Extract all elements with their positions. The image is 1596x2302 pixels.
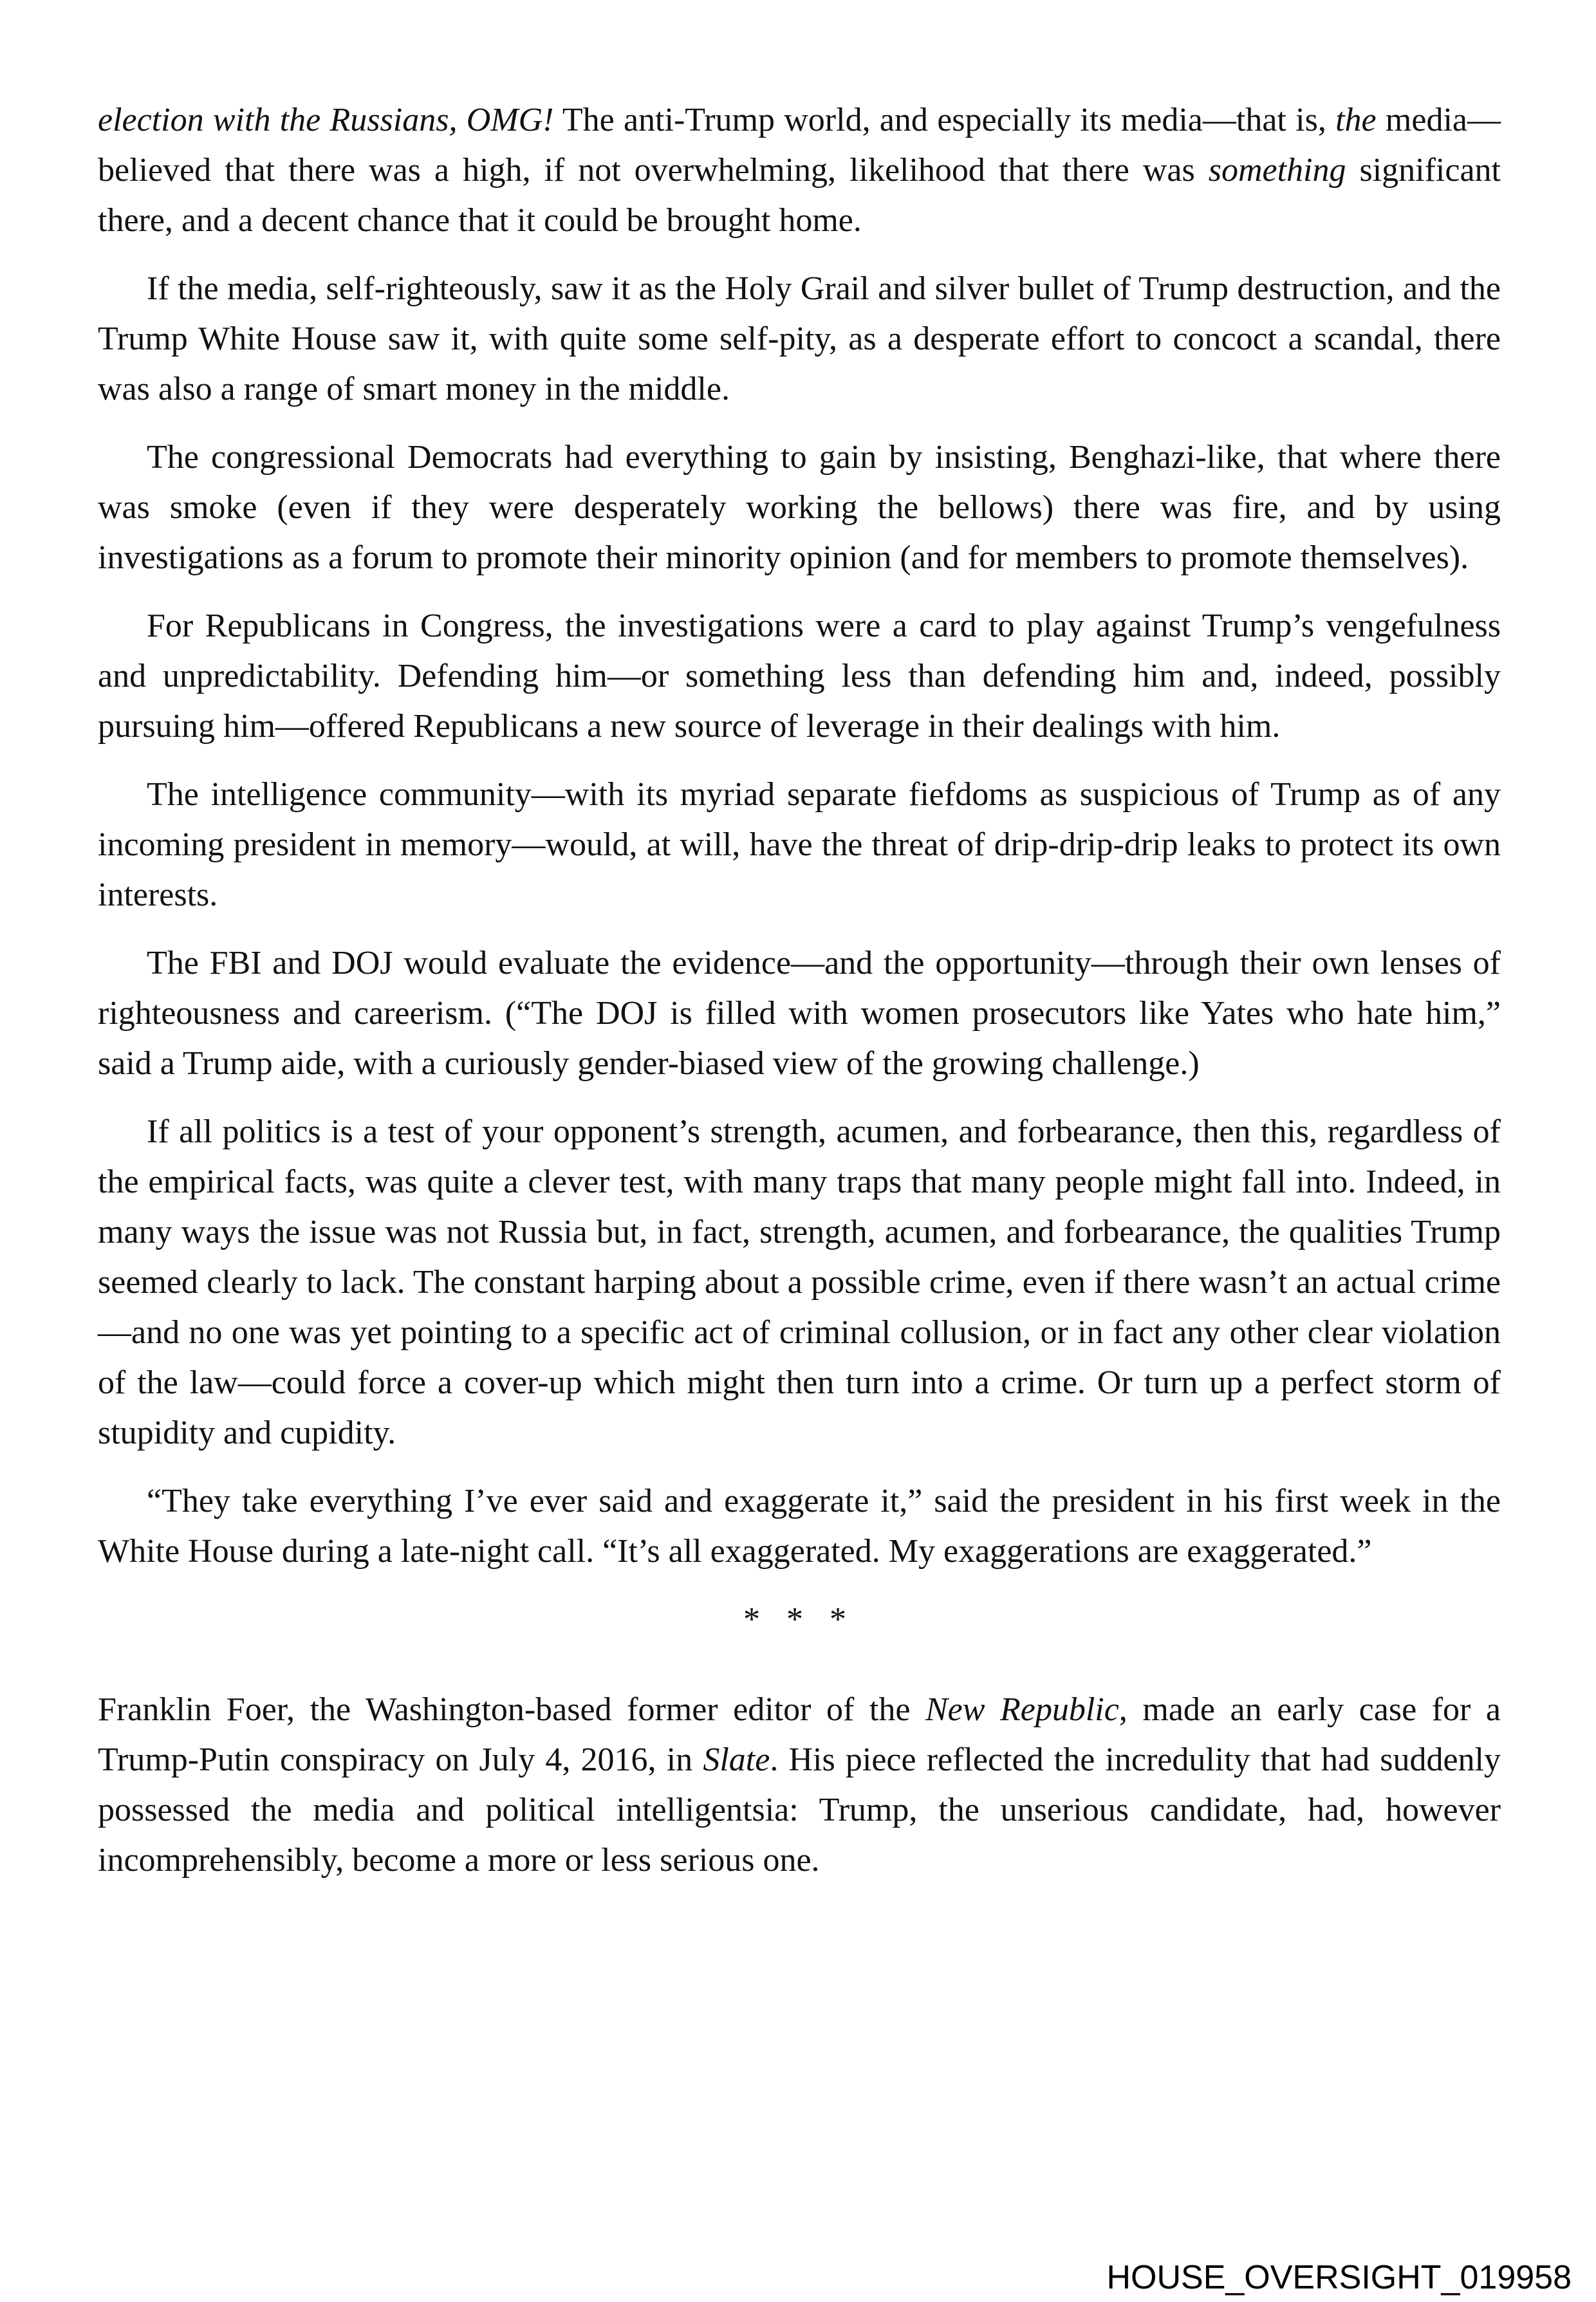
paragraph-3 <box>98 432 1501 583</box>
paragraph-5 <box>98 770 1501 920</box>
paragraph-7 <box>98 1107 1501 1458</box>
paragraph-4-text: For Republicans in Congress, the investigations were a card to play against Trump’s vengefulness and unpredictability. Defending him—or something less than defending him and, indeed, possibly pursuing him—offered Republicans a new source of leverage in their dealings with him. <box>98 608 1501 745</box>
paragraph-1-italic-the: the <box>1335 102 1377 138</box>
paragraph-9-text-c: . His piece reflected the incredulity that had suddenly possessed the media and political intelligentsia: Trump, the unserious candidate, had, however incomprehensibly, become a more or less serious one. <box>98 1741 1501 1879</box>
paragraph-1-text-b: media—believed that there was a high, if not overwhelming, likelihood that there was <box>98 102 1501 189</box>
document-page <box>98 95 1501 1904</box>
paragraph-5-text: The intelligence community—with its myriad separate fiefdoms as suspicious of Trump as of any incoming president in memory—would, at will, have the threat of drip-drip-drip leaks to protect its own interests. <box>98 776 1501 913</box>
paragraph-7-text: If all politics is a test of your opponent’s strength, acumen, and forbearance, then this, regardless of the empirical facts, was quite a clever test, with many traps that many people might fall into. Indeed, in many ways the issue was not Russia but, in fact, strength, acumen, and forbearance, the qualities Trump seemed clearly to lack. The constant harping about a possible crime, even if there wasn’t an actual crime—and no one was yet pointing to a specific act of criminal collusion, or in fact any other clear violation of the law—could force a cover-up which might then turn into a crime. Or turn up a perfect storm of stupidity and cupidity. <box>98 1113 1501 1451</box>
paragraph-1-text-a: The anti-Trump world, and especially its media—that is, <box>553 102 1336 138</box>
paragraph-9 <box>98 1685 1501 1886</box>
paragraph-6-text: The FBI and DOJ would evaluate the evidence—and the opportunity—through their own lenses of righteousness and careerism. (“The DOJ is filled with women prosecutors like Yates who hate him,” said a Trump aide, with a curiously gender-biased view of the growing challenge.) <box>98 945 1501 1082</box>
paragraph-9-italic-slate: Slate <box>703 1741 770 1778</box>
paragraph-4 <box>98 601 1501 752</box>
section-break: * * * <box>743 1601 855 1638</box>
bates-number: HOUSE_OVERSIGHT_019958 <box>1106 2259 1572 2296</box>
paragraph-8-text: “They take everything I’ve ever said and exaggerate it,” said the president in his first week in the White House during a late-night call. “It’s all exaggerated. My exaggerations are exaggerated.” <box>98 1483 1501 1570</box>
paragraph-8 <box>98 1476 1501 1577</box>
paragraph-2-text: If the media, self-righteously, saw it as the Holy Grail and silver bullet of Trump destruction, and the Trump White House saw it, with quite some self-pity, as a desperate effort to concoct a scandal, there was also a range of smart money in the middle. <box>98 270 1501 407</box>
paragraph-1 <box>98 95 1501 246</box>
paragraph-1-italic-something: something <box>1208 152 1346 189</box>
paragraph-9-italic-new-republic: New Republic <box>925 1691 1119 1728</box>
paragraph-2 <box>98 264 1501 414</box>
paragraph-9-text-a: Franklin Foer, the Washington-based former editor of the <box>98 1691 925 1728</box>
paragraph-1-text-c: significant there, and a decent chance that it could be brought home. <box>98 152 1501 239</box>
paragraph-3-text: The congressional Democrats had everything to gain by insisting, Benghazi-like, that where there was smoke (even if they were desperately working the bellows) there was fire, and by using investigations as a forum to promote their minority opinion (and for members to promote themselves). <box>98 439 1501 576</box>
paragraph-6 <box>98 938 1501 1089</box>
paragraph-1-italic-phrase: election with the Russians, OMG! <box>98 102 554 138</box>
paragraph-9-text-b: , made an early case for a Trump-Putin conspiracy on July 4, 2016, in <box>98 1691 1501 1778</box>
